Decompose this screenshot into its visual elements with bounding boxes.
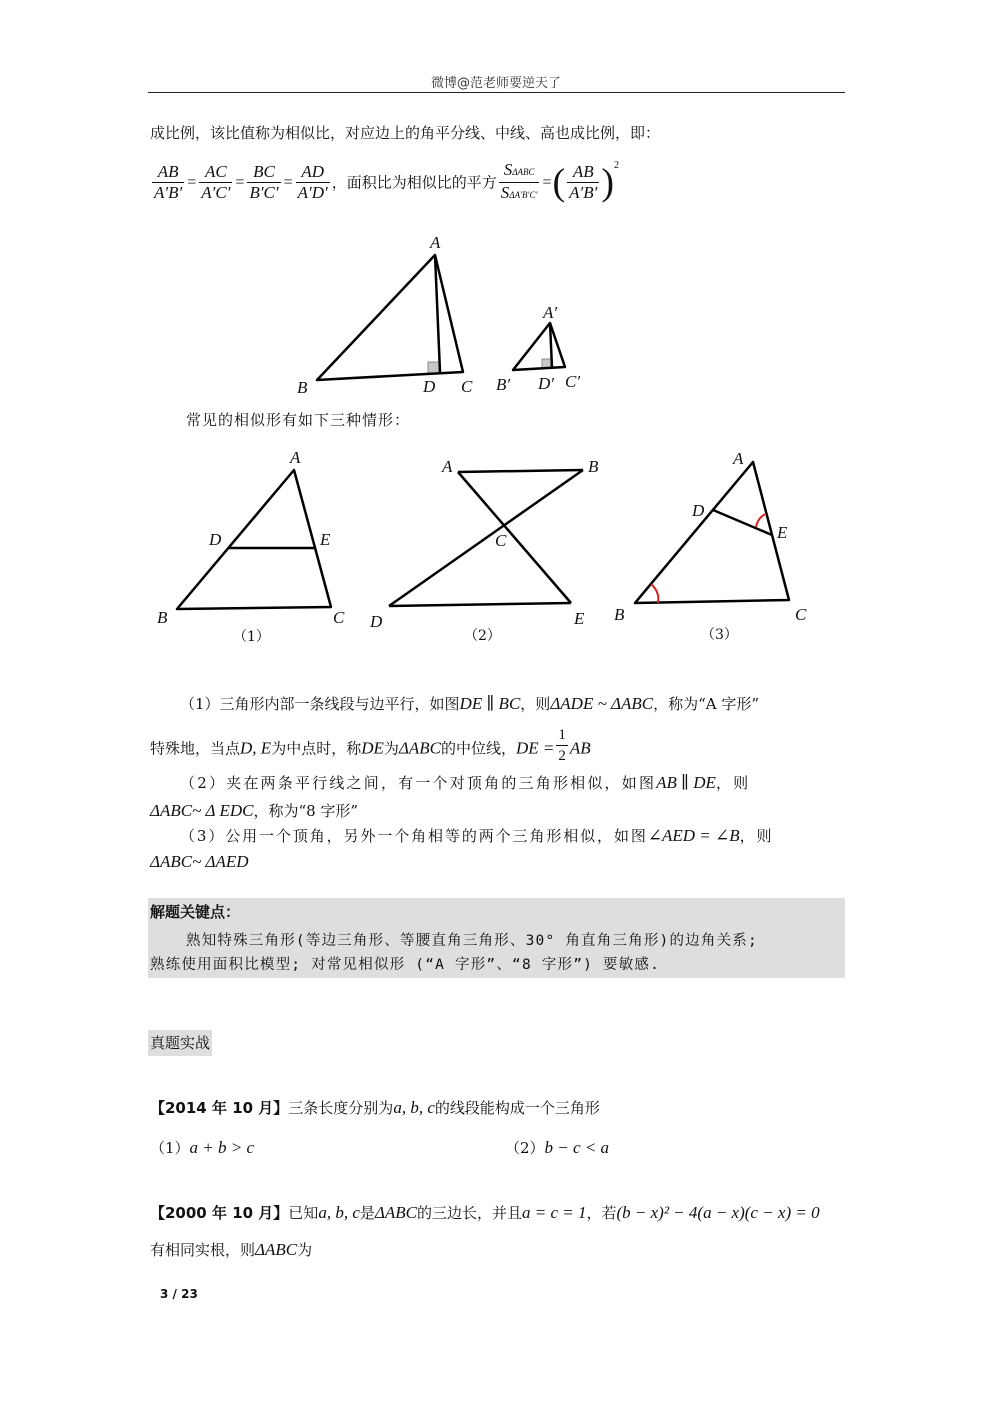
fig1-caption: （1）	[233, 629, 270, 645]
fig1-label-b: B	[157, 608, 168, 627]
area-rhs-fraction: $\frac{AB}{A'B'}$	[569, 162, 598, 202]
fig3-label-c: C	[795, 605, 807, 624]
problem-1-option-1: （1）a + b > c	[150, 1138, 255, 1157]
paren-left: (	[552, 161, 566, 204]
label-a-prime: A′	[543, 303, 558, 322]
ratio-bc: $\frac{BC}{B'C'}$	[249, 162, 279, 202]
label-d: D	[423, 377, 436, 396]
key-points-line2: 熟练使用面积比模型; 对常见相似形 (“A 字形”、“8 字形”) 要敏感.	[150, 957, 661, 973]
triangle-a-prime	[513, 323, 565, 370]
fig3-label-b: B	[614, 605, 625, 624]
case3-line1: （3）公用一个顶角，另外一个角相等的两个三角形相似，如图∠AED = ∠B，则	[180, 826, 774, 845]
fig2-segment-bd	[389, 470, 583, 606]
ratio-ac: $\frac{AC}{A'C'}$	[201, 162, 231, 202]
case1-line1: （1）三角形内部一条线段与边平行，如图DE ∥ BC，则ΔADE ~ ΔABC，称为“A 字形”	[180, 694, 760, 713]
problem-1-option-2: （2）b − c < a	[505, 1138, 610, 1157]
fig1-label-e: E	[320, 530, 331, 549]
fig3-segment-de	[713, 510, 772, 535]
fig1-triangle	[177, 470, 331, 609]
page-header: 微博@范老师要逆天了	[430, 76, 561, 91]
area-ratio-text: ，面积比为相似比的平方	[331, 173, 497, 192]
ratio-ab: $\frac{AB}{A'B'}$	[154, 162, 183, 202]
fig1-label-a: A	[290, 448, 301, 467]
key-points-line1: 熟知特殊三角形(等边三角形、等腰直角三角形、30° 角直角三角形)的边角关系;	[186, 933, 758, 949]
fig3-label-e: E	[777, 523, 788, 542]
problem-1: 【2014 年 10 月】三条长度分别为a, b, c的线段能构成一个三角形	[150, 1098, 600, 1117]
fig2-label-a: A	[442, 457, 453, 476]
equals-sign: =	[542, 173, 552, 191]
label-b-prime: B′	[496, 375, 511, 394]
fig3-label-a: A	[733, 449, 744, 468]
label-b: B	[297, 378, 308, 397]
intro-text: 成比例，该比值称为相似比，对应边上的角平分线、中线、高也成比例，即：	[150, 124, 661, 142]
equals-sign: =	[283, 173, 293, 191]
key-points-title: 解题关键点：	[150, 903, 241, 921]
fig3-caption: （3）	[701, 627, 738, 643]
equals-sign: =	[235, 173, 245, 191]
fig2-label-b: B	[588, 457, 599, 476]
fig2-segment-de	[389, 603, 571, 606]
case1-line2: 特殊地，当点D, E为中点时，称DE为ΔABC的中位线，DE = $\frac{1}{2}$ AB	[150, 727, 591, 764]
problem-2: 【2000 年 10 月】已知a, b, c是ΔABC的三边长，并且a = c = 1，若(b − x)² − 4(a − x)(c − x) = 0	[150, 1203, 820, 1222]
problem-2-tag: 【2000 年 10 月】	[150, 1204, 289, 1222]
triangle-abc	[317, 255, 463, 380]
fig1-label-c: C	[333, 608, 345, 627]
equals-sign: =	[187, 173, 197, 191]
ratio-ad: $\frac{AD}{A'D'}$	[297, 162, 328, 202]
label-c-prime: C′	[565, 372, 581, 391]
page-number: 3 / 23	[160, 1287, 198, 1301]
case3-line2: ΔABC~ ΔAED	[150, 852, 249, 871]
label-c: C	[461, 377, 473, 396]
area-ratio-fraction: $\frac{\text{SΔABC}}{\text{SΔA′B′C′}}$	[500, 160, 538, 202]
exponent: 2	[614, 160, 620, 171]
fig3-label-d: D	[692, 501, 705, 520]
fig2-caption: （2）	[464, 628, 501, 644]
paren-right: )	[601, 161, 615, 204]
label-d-prime: D′	[538, 374, 554, 393]
fig2-label-c: C	[495, 531, 507, 550]
fig3-angle-e-mark	[756, 514, 766, 527]
right-angle-mark	[428, 362, 439, 373]
case2-line2: ΔABC~ Δ EDC，称为“8 字形”	[150, 801, 359, 820]
section-title: 真题实战	[148, 1030, 212, 1056]
fig2-label-d: D	[370, 612, 383, 631]
half-fraction: $\frac{1}{2}$	[558, 727, 566, 764]
fig2-label-e: E	[574, 609, 585, 628]
case2-line1: （2）夹在两条平行线之间，有一个对顶角的三角形相似，如图AB ∥ DE，则	[180, 773, 751, 792]
fig3-angle-b-mark	[651, 584, 658, 603]
problem-2-line2: 有相同实根，则ΔABC为	[150, 1240, 313, 1259]
label-a: A	[430, 233, 441, 252]
problem-1-tag: 【2014 年 10 月】	[150, 1099, 289, 1117]
common-cases-intro: 常见的相似形有如下三种情形：	[186, 411, 411, 429]
fig2-segment-ab	[458, 470, 583, 472]
key-points-box	[148, 898, 845, 978]
fig1-label-d: D	[209, 530, 222, 549]
